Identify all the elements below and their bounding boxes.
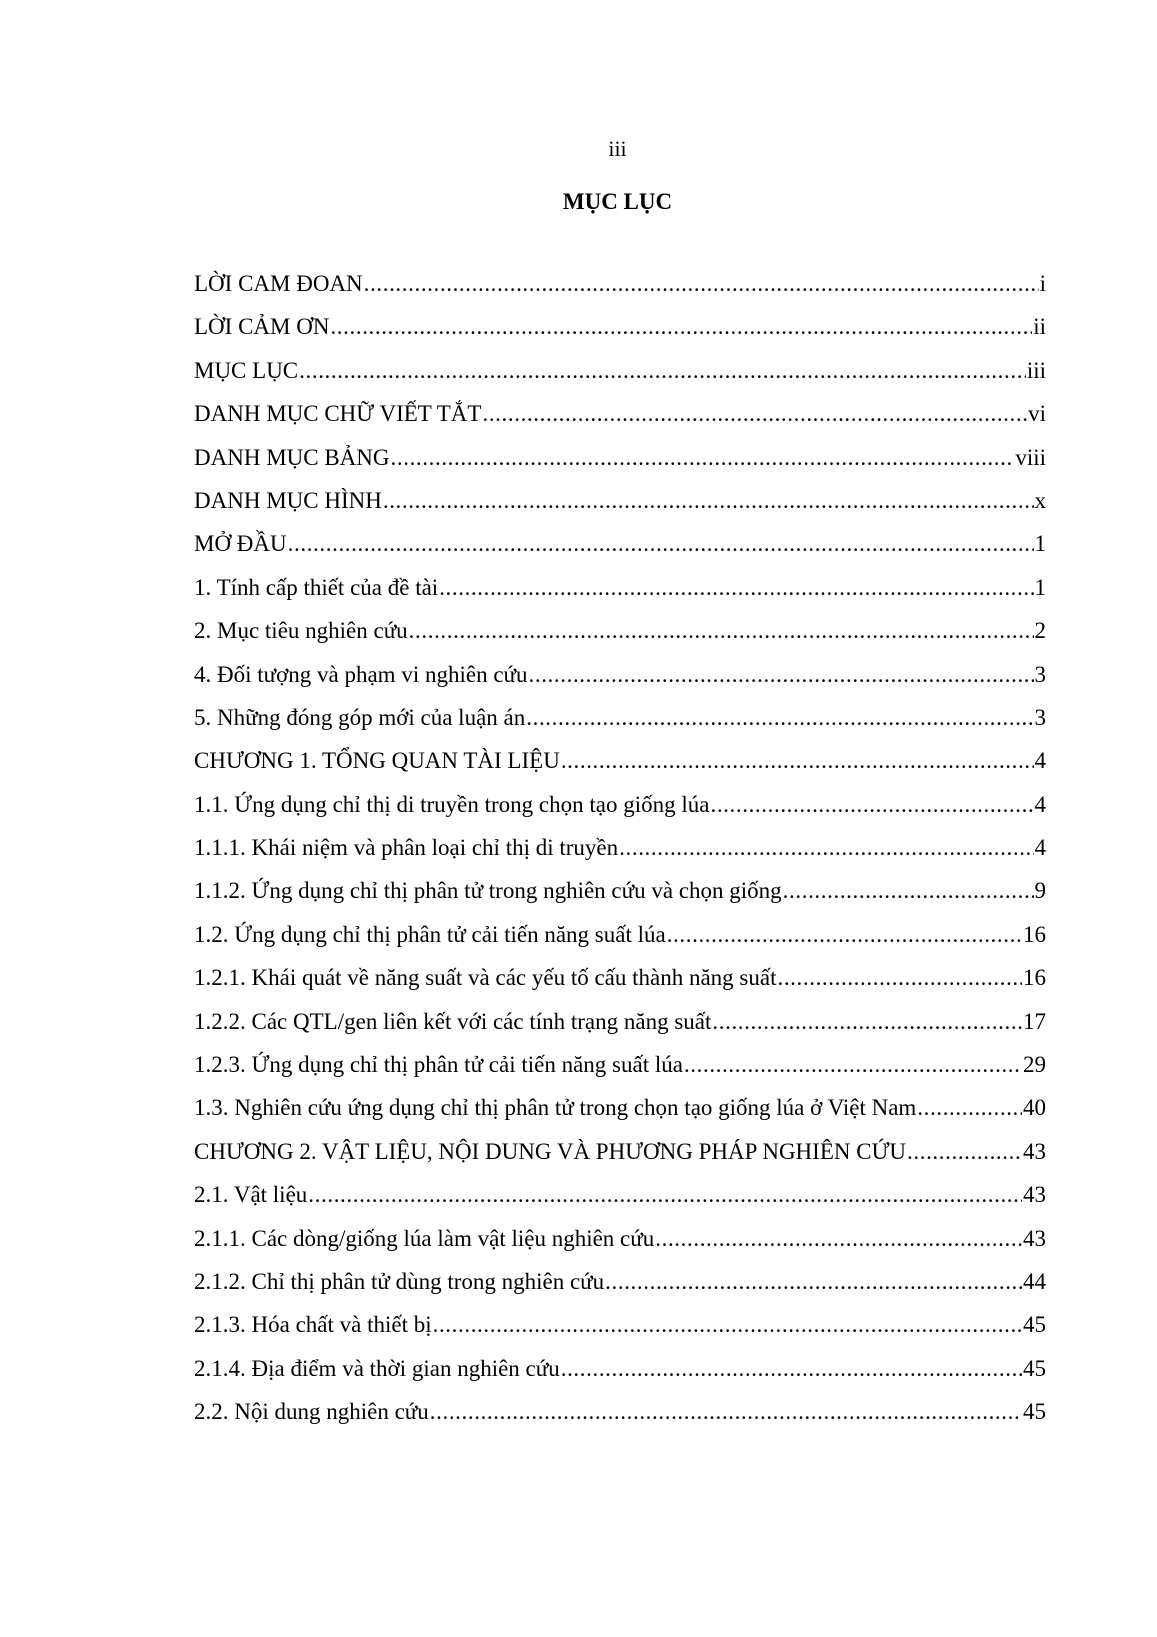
toc-entry-14[interactable]: [194, 826, 1046, 869]
toc-entry-page-number: 17: [1023, 1008, 1046, 1034]
toc-entry-page-number: 29: [1023, 1052, 1046, 1078]
toc-entry-label: MỤC LỤC: [194, 357, 299, 383]
toc-entry-12[interactable]: [194, 739, 1046, 782]
toc-entry-page-number: 2: [1034, 618, 1046, 644]
toc-entry-page-number: 9: [1034, 878, 1046, 904]
toc-entry-page-number: 3: [1034, 661, 1046, 687]
toc-entry-label: 2.2. Nội dung nghiên cứu: [194, 1399, 429, 1425]
toc-entry-page-number: 4: [1034, 748, 1046, 774]
toc-dot-leader: [308, 1173, 1022, 1216]
toc-entry-26[interactable]: [194, 1347, 1046, 1390]
toc-entry-label: DANH MỤC BẢNG: [194, 444, 390, 470]
toc-entry-20[interactable]: [194, 1086, 1046, 1129]
toc-dot-leader: [561, 739, 1034, 782]
toc-dot-leader: [288, 522, 1034, 565]
toc-entry-10[interactable]: [194, 653, 1046, 696]
toc-entry-24[interactable]: [194, 1260, 1046, 1303]
toc-dot-leader: [605, 1260, 1022, 1303]
toc-entry-page-number: i: [1039, 271, 1046, 296]
toc-dot-leader: [783, 869, 1034, 912]
toc-entry-label: 1.1.2. Ứng dụng chỉ thị phân tử trong nghiên cứu và chọn giống: [194, 878, 782, 904]
toc-entry-page-number: 4: [1034, 791, 1046, 817]
toc-dot-leader: [561, 1347, 1022, 1390]
toc-entry-page-number: 43: [1023, 1182, 1046, 1208]
toc-entry-page-number: viii: [1015, 444, 1046, 470]
toc-dot-leader: [433, 1303, 1022, 1346]
toc-entry-page-number: 16: [1023, 921, 1046, 947]
toc-entry-15[interactable]: [194, 869, 1046, 912]
toc-entry-page-number: vi: [1028, 401, 1046, 427]
toc-dot-leader: [330, 305, 1032, 348]
toc-entry-page-number: 45: [1023, 1312, 1046, 1338]
toc-entry-5[interactable]: [194, 436, 1046, 479]
toc-entry-page-number: 43: [1023, 1138, 1046, 1164]
toc-entry-label: LỜI CẢM ƠN: [194, 314, 330, 340]
toc-entry-3[interactable]: [194, 349, 1046, 392]
toc-entry-label: 1.2.1. Khái quát về năng suất và các yếu tố cấu thành năng suất: [194, 965, 777, 991]
toc-entry-page-number: 3: [1034, 704, 1046, 730]
toc-dot-leader: [684, 1043, 1022, 1086]
toc-title: MỤC LỤC: [562, 189, 673, 214]
toc-entry-label: LỜI CAM ĐOAN: [194, 271, 363, 296]
toc-entry-page-number: 45: [1023, 1355, 1046, 1381]
toc-entry-page-number: 4: [1034, 835, 1046, 861]
toc-entry-11[interactable]: [194, 696, 1046, 739]
toc-entry-label: 4. Đối tượng và phạm vi nghiên cứu: [194, 661, 528, 687]
toc-entry-label: 1.2.2. Các QTL/gen liên kết với các tính trạng năng suất: [194, 1008, 712, 1034]
toc-entry-label: 2.1. Vật liệu: [194, 1182, 308, 1208]
toc-dot-leader: [907, 1130, 1022, 1173]
toc-dot-leader: [667, 913, 1022, 956]
toc-entry-label: 1.1. Ứng dụng chỉ thị di truyền trong chọn tạo giống lúa: [194, 791, 710, 817]
toc-entry-label: MỞ ĐẦU: [194, 531, 287, 557]
toc-entry-label: CHƯƠNG 1. TỔNG QUAN TÀI LIỆU: [194, 748, 560, 774]
page-number: iii: [608, 136, 627, 161]
table-of-contents: [194, 262, 1046, 1434]
toc-dot-leader: [482, 392, 1027, 435]
toc-entry-page-number: ii: [1033, 314, 1046, 340]
toc-dot-leader: [299, 349, 1026, 392]
toc-entry-label: 1.1.1. Khái niệm và phân loại chỉ thị di truyền: [194, 835, 619, 861]
toc-entry-label: 2. Mục tiêu nghiên cứu: [194, 618, 408, 644]
toc-dot-leader: [712, 1000, 1022, 1043]
toc-entry-27[interactable]: [194, 1390, 1046, 1433]
toc-dot-leader: [529, 653, 1034, 696]
toc-entry-label: 2.1.4. Địa điểm và thời gian nghiên cứu: [194, 1355, 560, 1381]
toc-entry-7[interactable]: [194, 522, 1046, 565]
toc-entry-8[interactable]: [194, 566, 1046, 609]
toc-entry-18[interactable]: [194, 1000, 1046, 1043]
toc-entry-label: 2.1.1. Các dòng/giống lúa làm vật liệu nghiên cứu: [194, 1225, 655, 1251]
toc-entry-page-number: 44: [1023, 1268, 1046, 1294]
toc-entry-label: CHƯƠNG 2. VẬT LIỆU, NỘI DUNG VÀ PHƯƠNG PHÁP NGHIÊN CỨU: [194, 1138, 907, 1164]
toc-entry-label: 1.2.3. Ứng dụng chỉ thị phân tử cải tiến năng suất lúa: [194, 1052, 683, 1078]
toc-entry-label: 1. Tính cấp thiết của đề tài: [194, 574, 439, 600]
toc-entry-label: DANH MỤC CHỮ VIẾT TẮT: [194, 401, 482, 427]
toc-entry-21[interactable]: [194, 1130, 1046, 1173]
toc-dot-leader: [526, 696, 1033, 739]
toc-entry-1[interactable]: [194, 262, 1046, 305]
toc-dot-leader: [917, 1086, 1022, 1129]
toc-dot-leader: [655, 1217, 1022, 1260]
toc-entry-19[interactable]: [194, 1043, 1046, 1086]
toc-entry-label: DANH MỤC HÌNH: [194, 487, 382, 513]
toc-dot-leader: [391, 436, 1015, 479]
toc-entry-4[interactable]: [194, 392, 1046, 435]
toc-entry-label: 5. Những đóng góp mới của luận án: [194, 704, 526, 730]
toc-dot-leader: [383, 479, 1034, 522]
toc-entry-17[interactable]: [194, 956, 1046, 999]
toc-entry-label: 1.3. Nghiên cứu ứng dụng chỉ thị phân tử trong chọn tạo giống lúa ở Việt Nam: [194, 1095, 917, 1121]
toc-entry-label: 1.2. Ứng dụng chỉ thị phân tử cải tiến năng suất lúa: [194, 921, 666, 947]
toc-entry-9[interactable]: [194, 609, 1046, 652]
toc-entry-6[interactable]: [194, 479, 1046, 522]
toc-entry-22[interactable]: [194, 1173, 1046, 1216]
toc-dot-leader: [409, 609, 1034, 652]
toc-dot-leader: [430, 1390, 1022, 1433]
toc-entry-13[interactable]: [194, 783, 1046, 826]
toc-entry-page-number: 16: [1023, 965, 1046, 991]
toc-entry-page-number: 1: [1034, 531, 1046, 557]
toc-dot-leader: [710, 783, 1033, 826]
toc-entry-page-number: 45: [1023, 1399, 1046, 1425]
toc-entry-23[interactable]: [194, 1217, 1046, 1260]
toc-entry-25[interactable]: [194, 1303, 1046, 1346]
toc-entry-16[interactable]: [194, 913, 1046, 956]
toc-entry-label: 2.1.2. Chỉ thị phân tử dùng trong nghiên cứu: [194, 1268, 605, 1294]
toc-entry-page-number: 40: [1023, 1095, 1046, 1121]
toc-entry-page-number: iii: [1026, 357, 1046, 383]
toc-entry-2[interactable]: [194, 305, 1046, 348]
toc-entry-page-number: x: [1034, 487, 1046, 513]
toc-entry-label: 2.1.3. Hóa chất và thiết bị: [194, 1312, 432, 1338]
toc-dot-leader: [619, 826, 1033, 869]
toc-entry-page-number: 1: [1034, 574, 1046, 600]
toc-entry-page-number: 43: [1023, 1225, 1046, 1251]
toc-dot-leader: [439, 566, 1033, 609]
toc-dot-leader: [364, 262, 1039, 305]
toc-dot-leader: [777, 956, 1022, 999]
